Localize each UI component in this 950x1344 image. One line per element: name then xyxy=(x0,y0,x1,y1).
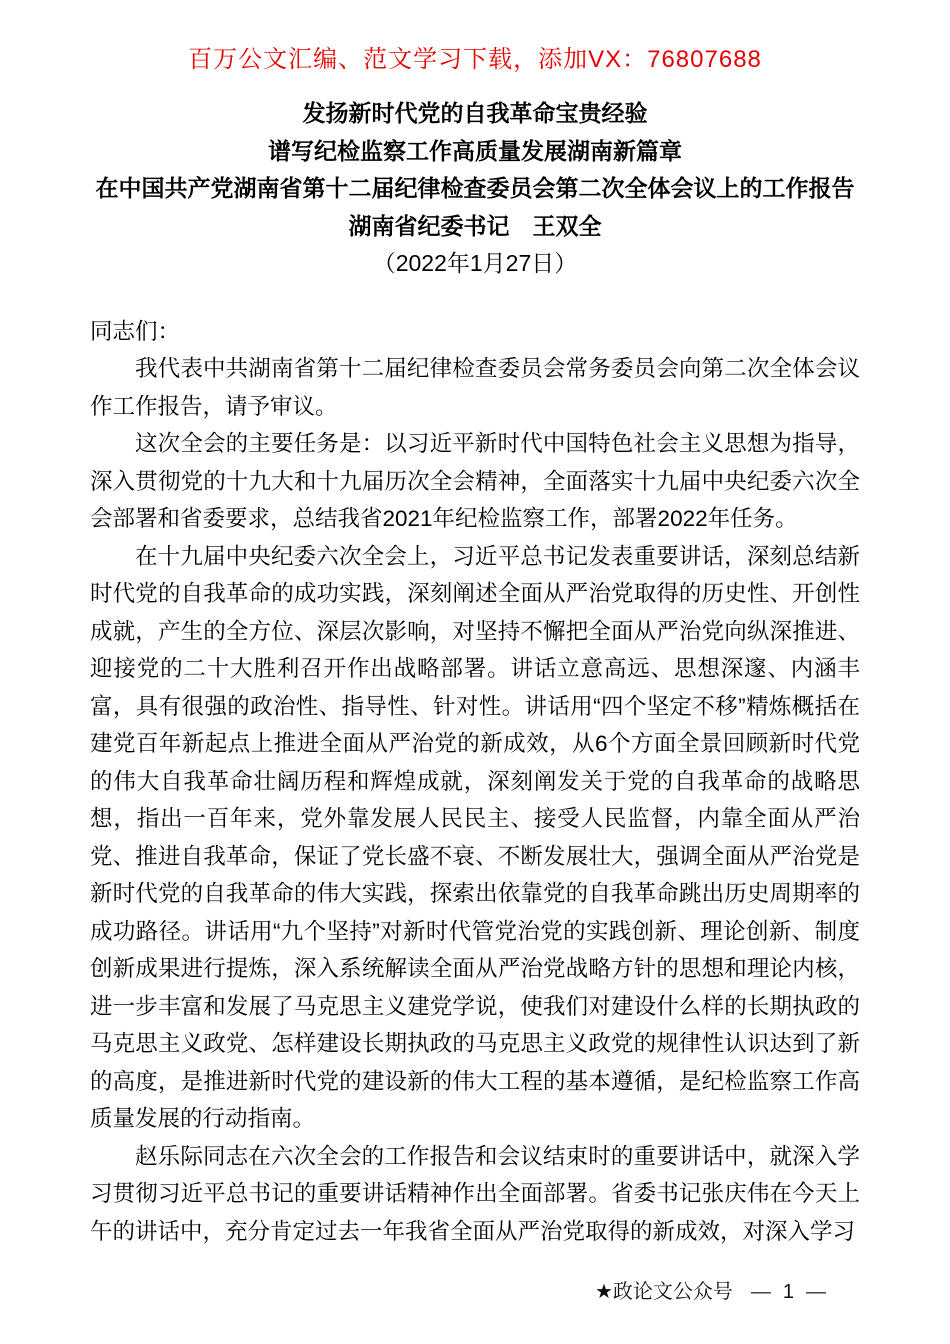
document-body xyxy=(90,313,860,1251)
paragraph-2: 这次全会的主要任务是：以习近平新时代中国特色社会主义思想为指导，深入贯彻党的十九大和十九届历次全会精神，全面落实十九届中央纪委六次全会部署和省委要求，总结我省2021年纪检监察工作，部署2022年任务。 xyxy=(90,431,860,531)
page-footer xyxy=(595,1280,838,1304)
doc-date: （2022年1月27日） xyxy=(372,250,578,276)
doc-title-line-2: 谱写纪检监察工作高质量发展湖南新篇章 xyxy=(268,137,682,164)
footer-dash-left: — xyxy=(750,1281,771,1303)
doc-author-line: 湖南省纪委书记 王双全 xyxy=(348,212,602,239)
paragraph-4: 赵乐际同志在六次全会的工作报告和会议结束时的重要讲话中，就深入学习贯彻习近平总书记的重要讲话精神作出全面部署。省委书记张庆伟在今天上午的讲话中，充分肯定过去一年我省全面从严治党取得的新成效，对深入学习 xyxy=(90,1143,860,1244)
doc-title-line-1: 发扬新时代党的自我革命宝贵经验 xyxy=(302,100,648,126)
footer-page-number: 1 xyxy=(782,1281,794,1303)
paragraph-3: 在十九届中央纪委六次全会上，习近平总书记发表重要讲话，深刻总结新时代党的自我革命的成功实践，深刻阐述全面从严治党取得的历史性、开创性成就，产生的全方位、深层次影响，对坚持不懈把全面从严治党向纵深推进、迎接党的二十大胜利召开作出战略部署。讲话立意高远、思想深邃、内涵丰富，具有很强的政治性、指导性、针对性。讲话用“四个坚定不移”精炼概括在建党百年新起点上推进全面从严治党的新成效，从6个方面全景回顾新时代党的伟大自我革命壮阔历程和辉煌成就，深刻阐发关于党的自我革命的战略思想，指出一百年来，党外靠发展人民民主、接受人民监督，内靠全面从严治党、推进自我革命，保证了党长盛不衰、不断发展壮大，强调全面从严治党是新时代党的自我革命的伟大实践，探索出依靠党的自我革命跳出历史周期率的成功路径。讲话用“九个坚持”对新时代管党治党的实践创新、理论创新、制度创新成果进行提炼，深入系统解读全面从严治党战略方针的思想和理论内核，进一步丰富和发展了马克思主义建党学说，使我们对建设什么样的长期执政的马克思主义政党、怎样建设长期执政的马克思主义政党的规律性认识达到了新的高度，是推进新时代党的建设新的伟大工程的基本遵循，是纪检监察工作高质量发展的行动指南。 xyxy=(90,543,860,1131)
salutation: 同志们： xyxy=(90,318,181,344)
footer-dash-right: — xyxy=(806,1281,826,1303)
doc-title-line-3: 在中国共产党湖南省第十二届纪律检查委员会第二次全体会议上的工作报告 xyxy=(95,175,855,201)
footer-brand: ★政论文公众号 xyxy=(594,1281,733,1303)
title-block xyxy=(90,95,860,283)
promo-banner: 百万公文汇编、范文学习下载，添加VX：76807688 xyxy=(188,46,762,73)
paragraph-1: 我代表中共湖南省第十二届纪律检查委员会常务委员会向第二次全体会议作工作报告，请予审议。 xyxy=(90,356,860,419)
